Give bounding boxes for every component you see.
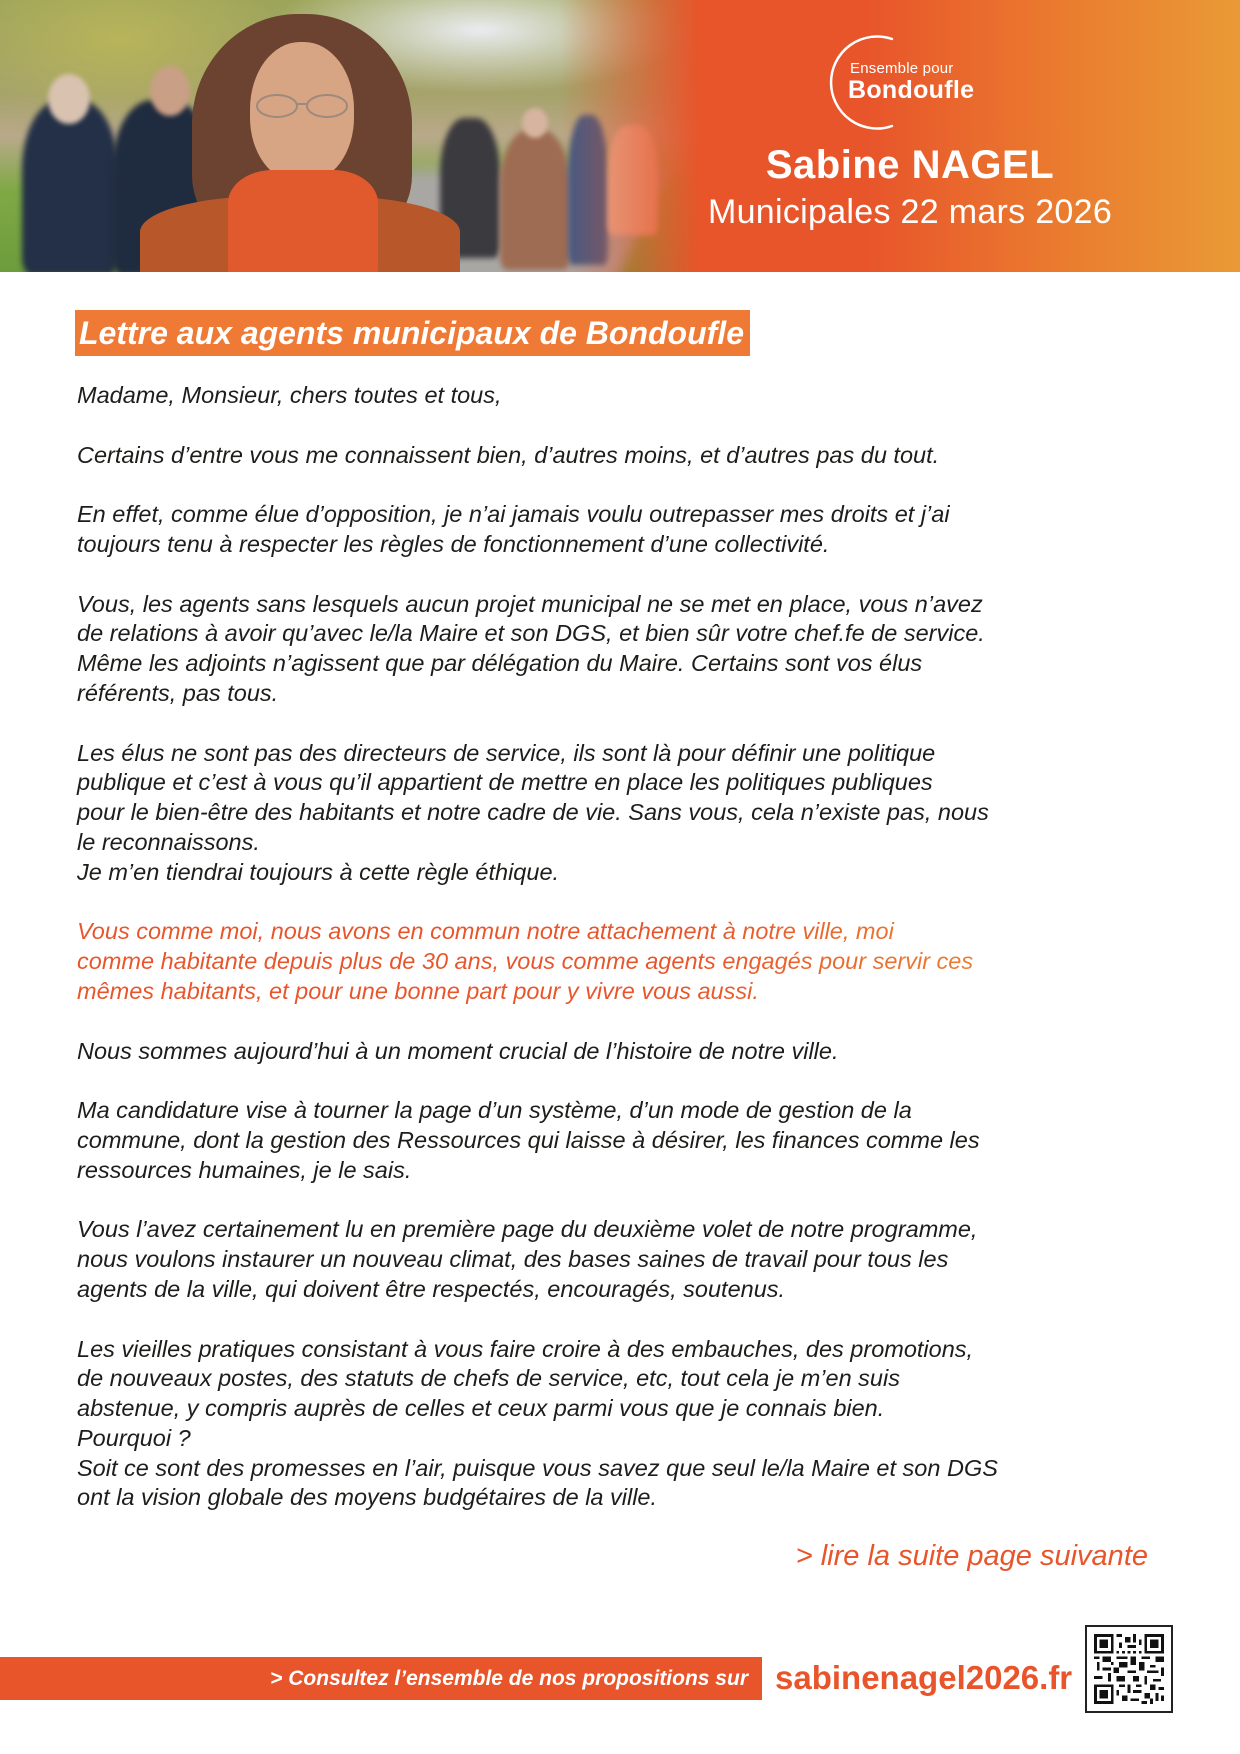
letter-line: ont la vision globale des moyens budgétaires de la ville. <box>77 1484 658 1511</box>
letter-line: mêmes habitants, et pour une bonne part pour y vivre vous aussi. <box>77 977 759 1004</box>
footer-cta-label: > Consultez l’ensemble de nos propositions sur <box>270 1667 748 1690</box>
letter-title: Lettre aux agents municipaux de Bondoufle <box>75 310 750 356</box>
campaign-logo <box>822 34 1022 130</box>
letter-line: Vous l’avez certainement lu en première page du deuxième volet de notre programme, <box>77 1216 978 1243</box>
letter-line: Vous comme moi, nous avons en commun notre attachement à notre ville, moi <box>77 918 894 945</box>
letter-paragraph <box>77 500 1177 560</box>
letter-paragraph-highlight <box>77 917 1177 1006</box>
letter-line: pour le bien-être des habitants et notre cadre de vie. Sans vous, cela n’existe pas, nous <box>77 799 989 826</box>
letter-line: agents de la ville, qui doivent être respectés, encouragés, soutenus. <box>77 1275 786 1302</box>
letter-line: Madame, Monsieur, chers toutes et tous, <box>77 382 502 408</box>
photo-supporter <box>500 130 570 270</box>
letter-paragraph <box>77 1096 1177 1185</box>
photo-supporter <box>22 100 118 272</box>
letter-line: nous voulons instaurer un nouveau climat, des bases saines de travail pour tous les <box>77 1246 949 1273</box>
letter-paragraph <box>77 1335 1177 1514</box>
letter-line: Les élus ne sont pas des directeurs de service, ils sont là pour définir une politique <box>77 739 936 766</box>
photo-supporter <box>568 115 608 265</box>
letter-body <box>77 381 1177 1543</box>
election-date: Municipales 22 mars 2026 <box>707 193 1113 231</box>
logo-town: Bondoufle <box>848 76 975 104</box>
letter-line: ressources humaines, je le sais. <box>77 1156 412 1183</box>
letter-line: référents, pas tous. <box>77 679 279 706</box>
letter-paragraph <box>77 739 1177 888</box>
continue-reading-link[interactable]: > lire la suite page suivante <box>795 1540 1148 1572</box>
candidate-name: Sabine NAGEL <box>765 143 1055 187</box>
letter-paragraph <box>77 590 1177 709</box>
letter-line: Ma candidature vise à tourner la page d’un système, d’un mode de gestion de la <box>77 1097 912 1124</box>
letter-paragraph <box>77 441 1177 471</box>
qr-code[interactable] <box>1085 1625 1173 1713</box>
letter-line: Certains d’entre vous me connaissent bien, d’autres moins, et d’autres pas du tout. <box>77 441 940 468</box>
letter-line: Pourquoi ? <box>77 1424 191 1451</box>
letter-paragraph <box>77 381 1177 411</box>
photo-candidate-scarf <box>228 170 378 272</box>
letter-paragraph <box>77 1037 1177 1067</box>
letter-line: le reconnaissons. <box>77 828 260 855</box>
candidate-photo <box>0 0 700 272</box>
letter-line: Vous, les agents sans lesquels aucun projet municipal ne se met en place, vous n’avez <box>77 590 983 617</box>
letter-line: Les vieilles pratiques consistant à vous faire croire à des embauches, des promotions, <box>77 1335 974 1362</box>
letter-line: comme habitante depuis plus de 30 ans, vous comme agents engagés pour servir ces <box>77 948 974 975</box>
letter-line: Je m’en tiendrai toujours à cette règle éthique. <box>77 858 560 885</box>
footer-cta-band <box>0 1657 762 1700</box>
letter-line: Soit ce sont des promesses en l’air, puisque vous savez que seul le/la Maire et son DGS <box>77 1454 998 1481</box>
letter-line: de nouveaux postes, des statuts de chefs de service, etc, tout cela je m’en suis <box>77 1365 900 1392</box>
photo-supporter-head <box>48 74 90 124</box>
logo-tagline: Ensemble pour <box>850 60 954 77</box>
photo-supporter-head <box>150 66 190 116</box>
letter-line: de relations à avoir qu’avec le/la Maire et son DGS, et bien sûr votre chef.fe de service. <box>77 620 985 647</box>
website-link[interactable]: sabinenagel2026.fr <box>775 1659 1073 1696</box>
qr-code-icon <box>1094 1634 1164 1704</box>
letter-paragraph <box>77 1215 1177 1304</box>
glasses-icon <box>252 92 352 120</box>
letter-line: Nous sommes aujourd’hui à un moment crucial de l’histoire de notre ville. <box>77 1037 839 1064</box>
letter-line: abstenue, y compris auprès de celles et ceux parmi vous que je connais bien. <box>77 1395 885 1422</box>
letter-line: Même les adjoints n’agissent que par délégation du Maire. Certains sont vos élus <box>77 650 923 677</box>
letter-line: En effet, comme élue d’opposition, je n’ai jamais voulu outrepasser mes droits et j’ai <box>77 501 950 528</box>
letter-line: commune, dont la gestion des Ressources qui laisse à désirer, les finances comme les <box>77 1126 980 1153</box>
photo-supporter-head <box>522 108 548 138</box>
header-banner <box>0 0 1240 272</box>
letter-line: publique et c’est à vous qu’il appartient de mettre en place les politiques publiques <box>77 769 933 796</box>
letter-line: toujours tenu à respecter les règles de fonctionnement d’une collectivité. <box>77 530 830 557</box>
